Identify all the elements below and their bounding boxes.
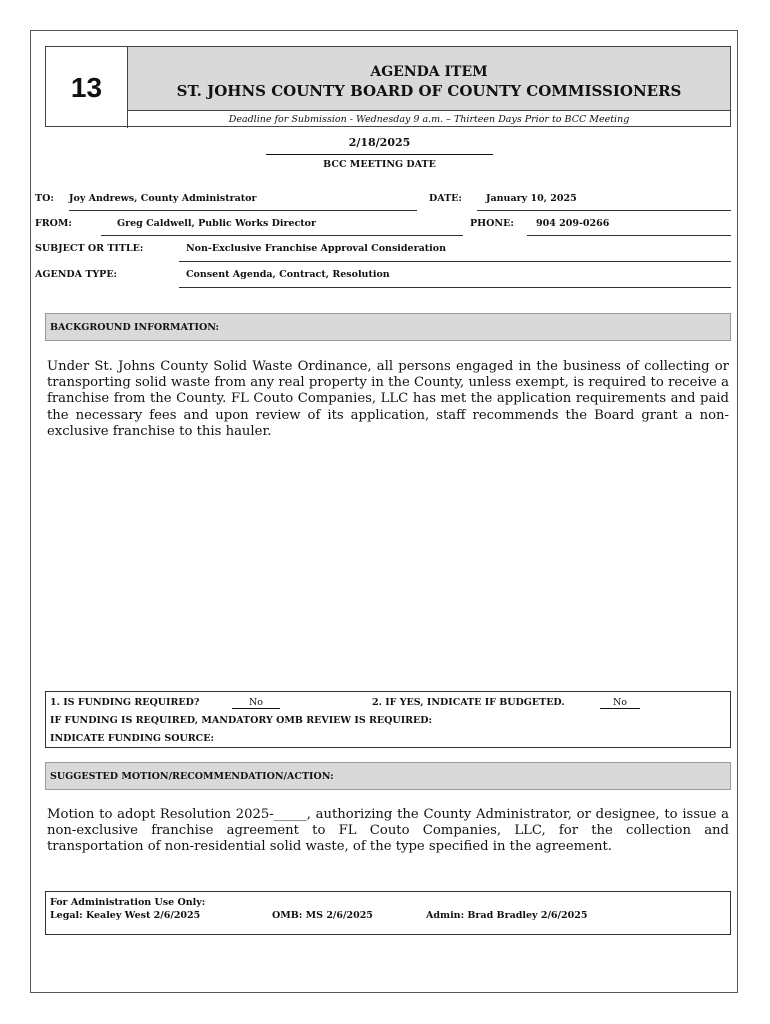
to-rule [69,210,417,211]
agenda-type-rule [179,287,731,288]
from-value: Greg Caldwell, Public Works Director [117,218,317,229]
agenda-form-page [30,30,738,993]
agenda-title-box [128,47,730,111]
date-value: January 10, 2025 [486,193,577,204]
date-label: DATE: [429,193,462,204]
funding-q1-label: 1. IS FUNDING REQUIRED? [50,697,200,708]
background-text: Under St. Johns County Solid Waste Ordinance, all persons engaged in the business of collecting or transporting solid waste from any real property in the County, unless exempt, is required to receive a franchise from the County. FL Couto Companies, LLC has met the application requirements and paid the necessary fees and upon review of its application, staff recommends the Board grant a non-exclusive franchise to this hauler. [47,359,729,439]
admin-signoff: Admin: Brad Bradley 2/6/2025 [426,910,588,921]
omb-review-note: IF FUNDING IS REQUIRED, MANDATORY OMB REVIEW IS REQUIRED: [50,715,433,726]
agenda-header [45,46,731,127]
legal-signoff: Legal: Kealey West 2/6/2025 [50,910,201,921]
agenda-type-value: Consent Agenda, Contract, Resolution [186,269,390,280]
meeting-date-rule [266,154,493,155]
funding-q2-value: No [600,697,640,709]
bcc-meeting-date: 2/18/2025 [348,136,411,149]
funding-q1-value: No [232,697,280,709]
to-label: TO: [35,193,54,204]
phone-label: PHONE: [470,218,514,229]
agenda-type-label: AGENDA TYPE: [35,269,118,280]
omb-signoff: OMB: MS 2/6/2025 [272,910,373,921]
admin-heading: For Administration Use Only: [50,897,206,908]
phone-value: 904 209-0266 [536,218,610,229]
to-value: Joy Andrews, County Administrator [69,193,257,204]
phone-rule [527,235,731,236]
background-heading: BACKGROUND INFORMATION: [45,313,731,341]
date-rule [477,210,731,211]
funding-box [45,691,731,748]
funding-source-label: INDICATE FUNDING SOURCE: [50,733,214,744]
agenda-item-number: 13 [46,47,128,128]
bcc-meeting-date-label: BCC MEETING DATE [323,159,436,170]
subject-rule [179,261,731,262]
agenda-title-line2: ST. JOHNS COUNTY BOARD OF COUNTY COMMISSIONERS [176,82,682,100]
funding-q2-label: 2. IF YES, INDICATE IF BUDGETED. [372,697,565,708]
from-label: FROM: [35,218,72,229]
administration-box [45,891,731,935]
motion-text: Motion to adopt Resolution 2025-_____, authorizing the County Administrator, or designee, to issue a non-exclusive franchise agreement to FL Couto Companies, LLC, for the collection and transportation of non-residential solid waste, of the type specified in the agreement. [47,807,729,855]
subject-label: SUBJECT OR TITLE: [35,243,144,254]
agenda-title-line1: AGENDA ITEM [370,64,488,80]
from-rule [101,235,463,236]
motion-heading: SUGGESTED MOTION/RECOMMENDATION/ACTION: [45,762,731,790]
submission-deadline: Deadline for Submission - Wednesday 9 a.m. – Thirteen Days Prior to BCC Meeting [228,114,630,125]
subject-value: Non-Exclusive Franchise Approval Consideration [186,243,446,254]
